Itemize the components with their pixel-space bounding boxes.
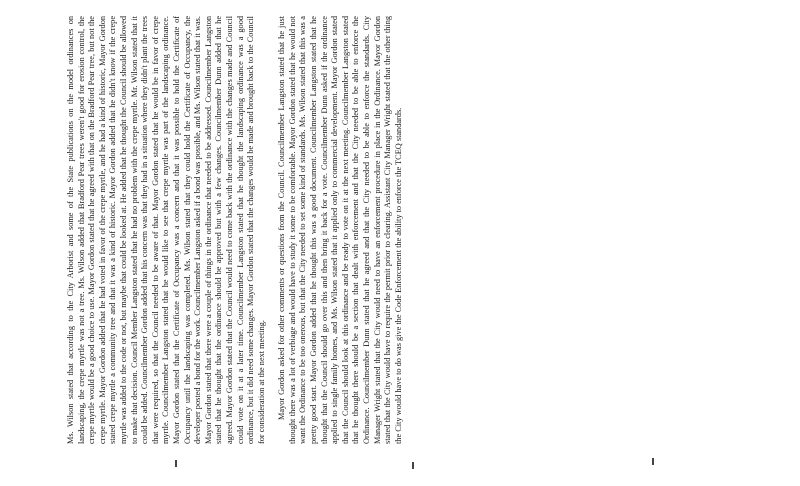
body-paragraph: Mayor Gordon asked for other comments or questions from the Council. Councilmember Langston stated that he just thought there was a lot of verbiage and would have to study it some to be comfortable. Mayor Gordon stated that he would not want the Ordinance to be too onerous, but that the City needed to set some kind of standards. Ms. Wilson stated that this was a pretty good start. Mayor Gordon added that he thought this was a good document. Councilmember Langston stated that he thought that the Council should go over this and then bring it back for a vote. Councilmember Dunn asked if the ordinance applied to single family homes, and Ms. Wilson stated that it applied only to commercial development. Mayor Gordon stated that the Council should look at this ordinance and be ready to vote on it at the next meeting. Councilmember Langston stated that he thought there should be a section that dealt with enforcement and that the City needed to be able to enforce the Ordinance. Councilmember Dunn stated that he agreed and that the City needed to be able to enforce the standards. City Manager Wright stated that the City would need to have an enforcement procedure in place in the Ordinance. Mayor Gordon stated that the City would have to require the permit prior to clearing. Assistant City Manager Wright stated that the other thing the City would have to do was give the Code Enforcement the ability to enforce the TCEQ standards. (277, 16, 403, 444)
rotated-text-body (66, 16, 706, 444)
body-paragraph: Ms. Wilson stated that according to the City Arborist and some of the State publications on the model ordinances on landscaping, the crepe myrtle was not a tree. Ms. Wilson added that Bradford Pear trees weren't good for erosion control, the crepe myrtle would be a good choice to use. Mayor Gordon stated that he agreed with that on the Bradford Pear tree, but not the crepe myrtle. Mayor Gordon added that he had voted in favor of the crepe myrtle, and he had a kind of historic, Mayor Gordon stated crepe myrtle a community tree and that it was a kind of historic. Mayor Gordon added that he didn't know if the crepe myrtle was added to the code or not, but maybe that could be looked at. He added that he thought the Council should be allowed to make that decision. Council Member Langston stated that he had no problem with the crepe myrtle. Mr. Wilson stated that it could be added. Councilmember Gordon added that his concern was that they had in a situation where they didn't plant the trees that were required, so that the Council needed to be aware of that. Mayor Gordon stated that he would be in favor of crepe myrtle. Councilmember Langston stated that he would like to see that crepe myrtle was part of the landscaping ordinance. Mayor Gordon stated that the Certificate of Occupancy was a concern and that it was possible to hold the Certificate of Occupancy until the landscaping was completed. Ms. Wilson stated that they could hold the Certificate of Occupancy, the developer posted a bond for the work. Councilmember Langston asked if a bond was possible, and Ms. Wilson stated that it was. Mayor Gordon stated that there were a couple of things in the ordinance that needed to be addressed. Councilmember Langston stated that he thought that the ordinance should be approved but with a few changes. Councilmember Dunn added that he agreed. Mayor Gordon stated that the Council would need to come back with the ordinance with the changes made and Council could vote on it at a later time. Councilmember Langston stated that he thought the landscaping ordinance was a good ordinance, but it did need some changes. Mayor Gordon stated that the changes would be made and brought back to the Council for consideration at the next meeting. (66, 16, 266, 444)
margin-mark (652, 458, 654, 465)
margin-mark (175, 460, 177, 467)
margin-mark (412, 462, 414, 469)
